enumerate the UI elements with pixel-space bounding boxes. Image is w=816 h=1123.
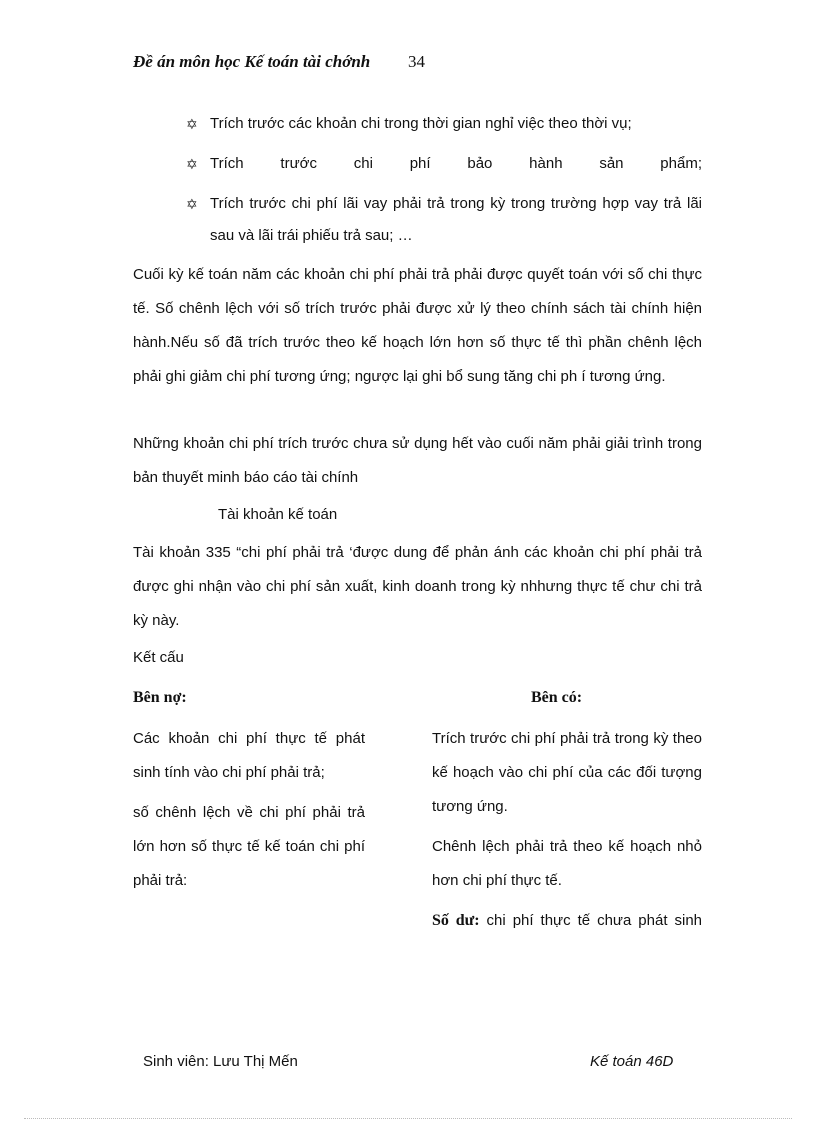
credit-balance: [432, 904, 702, 938]
debit-heading: Bên nợ:: [133, 689, 187, 706]
star-of-david-icon: ✡: [186, 196, 198, 212]
credit-column: [432, 722, 702, 944]
list-item: [186, 148, 702, 180]
star-of-david-icon: ✡: [186, 116, 198, 132]
list-item: [186, 108, 702, 140]
structure-label: Kết cấu: [133, 649, 184, 666]
footer-class: Kế toán 46D: [590, 1053, 674, 1070]
footer-student: Sinh viên: Lưu Thị Mến: [143, 1053, 298, 1070]
bullet-list: [186, 108, 702, 260]
paragraph-year-end-settlement: Cuối kỳ kế toán năm các khoản chi phí phải trả phải được quyết toán với số chi thực tế. Số chênh lệch với số trích trước phải được xử lý theo chính sách tài chính hiện hành.Nếu số đã trích trước theo kế hoạch lớn hơn số thực tế thì phần chênh lệch phải ghi giảm chi phí tương ứng; ngược lại ghi bổ sung tăng chi ph í tương ứng.: [133, 266, 702, 385]
list-item-text: Trích trước chi phí bảo hành sản phẩm;: [210, 155, 702, 172]
credit-item: Trích trước chi phí phải trả trong kỳ theo kế hoạch vào chi phí của các đối tượng tương ứng.: [432, 730, 702, 815]
page-number: 34: [408, 52, 425, 71]
header-title: Đề án môn học Kế toán tài chớnh: [133, 52, 371, 71]
debit-column: [133, 722, 365, 904]
footer-divider: [24, 1118, 792, 1119]
section-heading: Tài khoản kế toán: [218, 506, 338, 523]
list-item: [186, 188, 702, 252]
list-item-text: Trích trước các khoản chi trong thời gian nghỉ việc theo thời vụ;: [210, 115, 632, 132]
star-of-david-icon: ✡: [186, 156, 198, 172]
credit-heading: Bên có:: [531, 689, 583, 706]
paragraph-account-335: Tài khoản 335 “chi phí phải trả ‘được dung để phản ánh các khoản chi phí phải trả được ghi nhận vào chi phí sản xuất, kinh doanh trong kỳ nhhưng thực tế chư chi trả kỳ này.: [133, 544, 702, 629]
debit-item: Các khoản chi phí thực tế phát sinh tính vào chi phí phải trả;: [133, 730, 365, 781]
list-item-text: Trích trước chi phí lãi vay phải trả trong kỳ trong trường hợp vay trả lãi sau và lãi trái phiếu trả sau; …: [210, 195, 702, 244]
credit-item: Chênh lệch phải trả theo kế hoạch nhỏ hơn chi phí thực tế.: [432, 838, 702, 889]
debit-item: số chênh lệch về chi phí phải trả lớn hơn số thực tế kế toán chi phí phải trả:: [133, 804, 365, 889]
balance-label: Số dư:: [432, 912, 480, 929]
balance-text: chi phí thực tế chưa phát sinh: [486, 912, 702, 929]
paragraph-unused-accruals: Những khoản chi phí trích trước chưa sử dụng hết vào cuối năm phải giải trình trong bản thuyết minh báo cáo tài chính: [133, 435, 702, 486]
